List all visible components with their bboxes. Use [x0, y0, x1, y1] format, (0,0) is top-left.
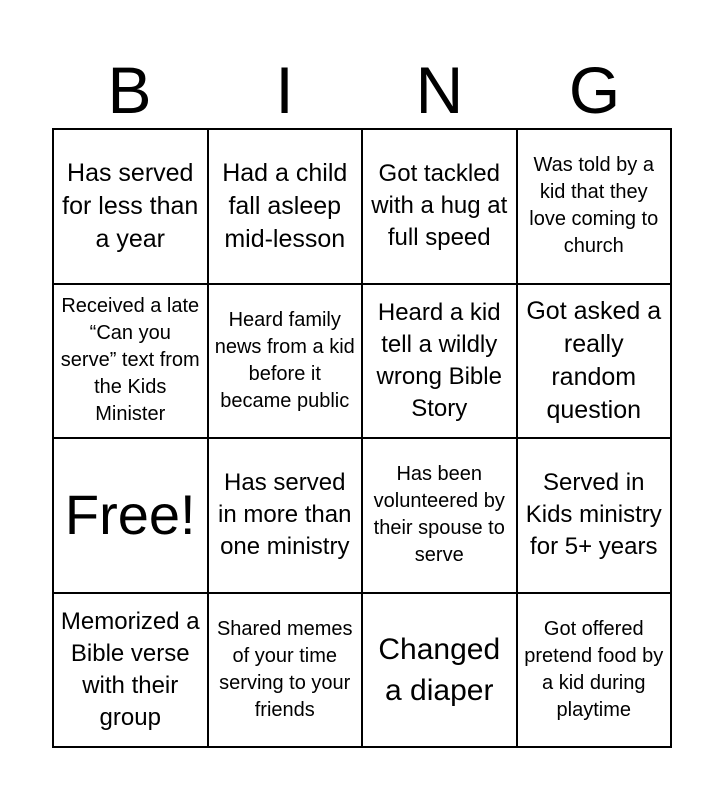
- bingo-cell[interactable]: [518, 594, 673, 749]
- bingo-cell[interactable]: [363, 594, 518, 749]
- bingo-cell[interactable]: [518, 130, 673, 285]
- bingo-cell[interactable]: [209, 594, 364, 749]
- header-letter-b: B: [107, 53, 152, 127]
- bingo-cell-text: Heard a kid tell a wildly wrong Bible Story: [376, 298, 502, 422]
- bingo-cell[interactable]: [54, 130, 209, 285]
- bingo-cell[interactable]: [518, 439, 673, 594]
- bingo-cell-text: Memorized a Bible verse with their group: [60, 607, 200, 731]
- bingo-cell-text: Had a child fall asleep mid-lesson: [222, 158, 348, 253]
- bingo-free-cell[interactable]: [54, 439, 209, 594]
- header-letter-i: I: [275, 53, 294, 127]
- bingo-cell[interactable]: [518, 285, 673, 440]
- bingo-cell-text: Changed a diaper: [378, 632, 501, 707]
- header-letter-n: N: [415, 53, 464, 127]
- bingo-cell[interactable]: [209, 439, 364, 594]
- bingo-cell-text: Heard family news from a kid before it became public: [214, 308, 355, 412]
- bingo-cell-text: Free!: [64, 483, 196, 547]
- bingo-cell-text: Shared memes of your time serving to your friends: [216, 617, 353, 721]
- bingo-cell[interactable]: [54, 285, 209, 440]
- bingo-cell-text: Has served for less than a year: [62, 158, 199, 253]
- bingo-cell-text: Received a late “Can you serve” text from the Kids Minister: [60, 295, 200, 426]
- bingo-cell-text: Has been volunteered by their spouse to serve: [373, 463, 505, 567]
- bingo-cell-text: Got offered pretend food by a kid during playtime: [524, 617, 664, 721]
- bingo-cell[interactable]: [209, 130, 364, 285]
- bingo-header: [52, 52, 672, 128]
- bingo-cell[interactable]: [209, 285, 364, 440]
- bingo-cell-text: Got tackled with a hug at full speed: [371, 160, 508, 252]
- bingo-cell-text: Was told by a kid that they love coming to church: [529, 154, 659, 258]
- bingo-cell[interactable]: [54, 594, 209, 749]
- bingo-cell-text: Has served in more than one ministry: [218, 469, 352, 561]
- bingo-cell[interactable]: [363, 439, 518, 594]
- header-letter-g: G: [568, 53, 621, 127]
- bingo-cell[interactable]: [363, 285, 518, 440]
- bingo-grid: [52, 128, 672, 748]
- bingo-cell[interactable]: [363, 130, 518, 285]
- bingo-cell-text: Got asked a really random question: [526, 296, 662, 424]
- bingo-cell-text: Served in Kids ministry for 5+ years: [525, 469, 662, 561]
